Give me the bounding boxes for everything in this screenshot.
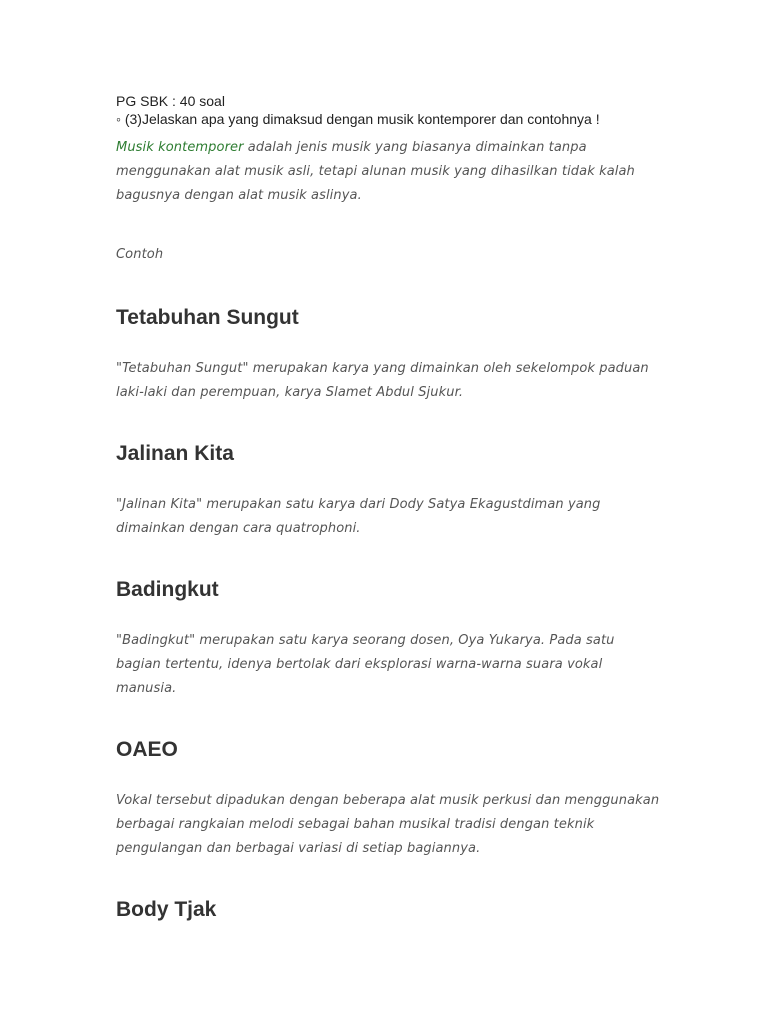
section-heading-tetabuhan-sungut: Tetabuhan Sungut — [116, 306, 299, 329]
section-body-badingkut: "Badingkut" merupakan satu karya seorang dosen, Oya Yukarya. Pada satu bagian tertentu, idenya bertolak dari eksplorasi warna-warna suara vokal manusia. — [116, 633, 615, 696]
intro-term: Musik kontemporer — [116, 140, 244, 155]
section-heading-badingkut: Badingkut — [116, 578, 219, 601]
intro-text: adalah jenis musik yang biasanya dimainkan tanpa menggunakan alat musik asli, tetapi alunan musik yang dihasilkan tidak kalah bagusnya dengan alat musik aslinya. — [116, 140, 635, 203]
contoh-label: Contoh — [116, 247, 164, 262]
section-body-tetabuhan-sungut: "Tetabuhan Sungut" merupakan karya yang dimainkan oleh sekelompok paduan laki-laki dan perempuan, karya Slamet Abdul Sjukur. — [116, 361, 649, 400]
section-heading-jalinan-kita: Jalinan Kita — [116, 442, 234, 465]
question-line: ◦ (3)Jelaskan apa yang dimaksud dengan musik kontemporer dan contohnya ! — [116, 111, 600, 127]
section-body-oaeo: Vokal tersebut dipadukan dengan beberapa alat musik perkusi dan menggunakan berbagai rangkaian melodi sebagai bahan musikal tradisi dengan teknik pengulangan dan berbagai variasi di setiap bagiannya. — [116, 793, 660, 856]
section-body-jalinan-kita: "Jalinan Kita" merupakan satu karya dari Dody Satya Ekagustdiman yang dimainkan dengan cara quatrophoni. — [116, 497, 601, 536]
section-heading-body-tjak: Body Tjak — [116, 898, 217, 921]
section-heading-oaeo: OAEO — [116, 738, 178, 761]
document-title: PG SBK : 40 soal — [116, 93, 225, 109]
intro-paragraph — [116, 136, 656, 208]
